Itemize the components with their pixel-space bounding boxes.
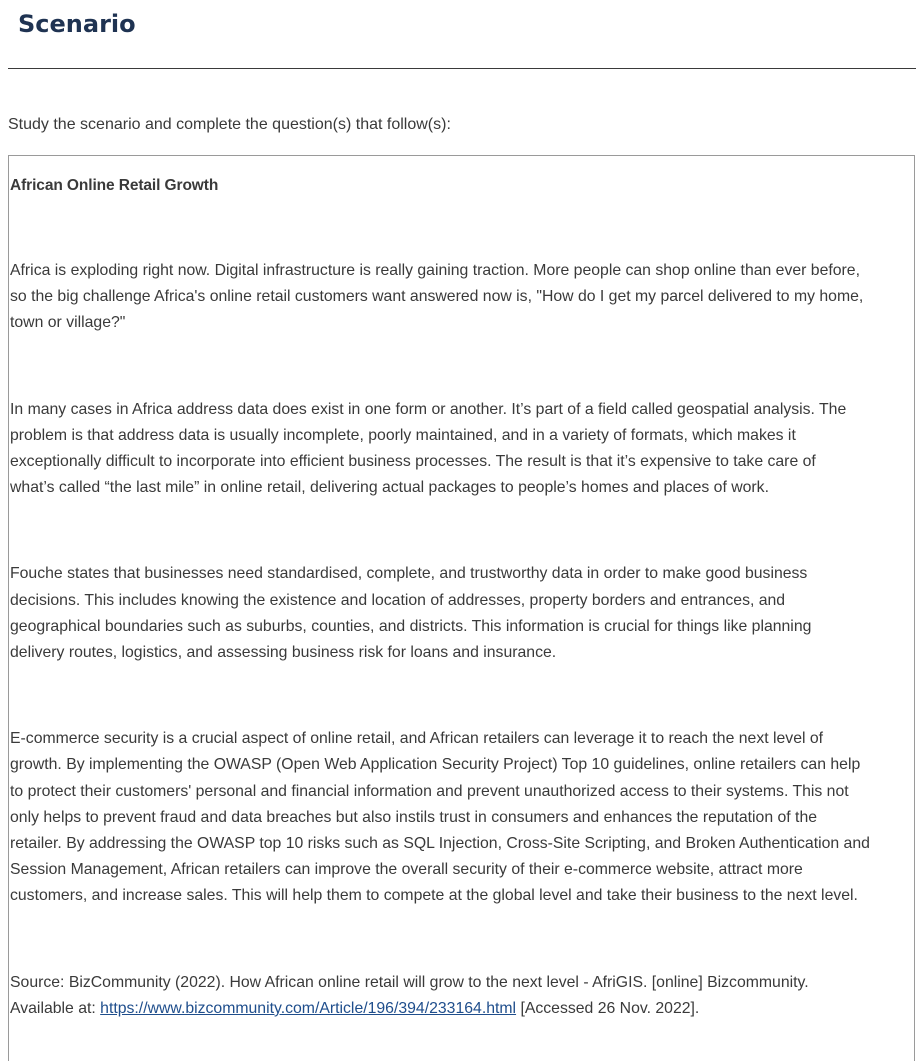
scenario-paragraph-2 xyxy=(10,397,914,502)
paragraph-line: E-commerce security is a crucial aspect of online retail, and African retailers can leverage it to reach the next level of xyxy=(10,730,824,748)
source-accessed: [Accessed 26 Nov. 2022]. xyxy=(516,999,700,1017)
page-title: Scenario xyxy=(18,10,136,38)
paragraph-line: geographical boundaries such as suburbs, counties, and districts. This information is crucial for things like planning xyxy=(10,617,812,635)
paragraph-line: what’s called “the last mile” in online retail, delivering actual packages to people’s homes and places of work. xyxy=(10,479,769,497)
paragraph-line: Fouche states that businesses need standardised, complete, and trustworthy data in order to make good business xyxy=(10,565,808,583)
paragraph-line: so the big challenge Africa's online retail customers want answered now is, "How do I get my parcel delivered to my home, xyxy=(10,288,864,306)
paragraph-line: decisions. This includes knowing the existence and location of addresses, property borders and entrances, and xyxy=(10,591,786,609)
scenario-paragraph-4 xyxy=(10,726,914,909)
paragraph-line: Session Management, African retailers can improve the overall security of their e-commerce website, attract more xyxy=(10,861,803,879)
paragraph-line: exceptionally difficult to incorporate into efficient business processes. The result is that it’s expensive to take care of xyxy=(10,453,816,471)
paragraph-line: delivery routes, logistics, and assessing business risk for loans and insurance. xyxy=(10,644,557,662)
scenario-paragraph-1 xyxy=(10,258,914,337)
instruction-text: Study the scenario and complete the question(s) that follow(s): xyxy=(8,116,451,133)
source-available-prefix: Available at: xyxy=(10,999,101,1017)
paragraph-line: customers, and increase sales. This will help them to compete at the global level and take their business to the next level. xyxy=(10,887,858,905)
title-divider xyxy=(8,68,916,69)
paragraph-line: town or village?" xyxy=(10,314,126,332)
source-line-2 xyxy=(10,996,914,1022)
paragraph-line: In many cases in Africa address data does exist in one form or another. It’s part of a field called geospatial analysis. The xyxy=(10,400,847,418)
scenario-heading: African Online Retail Growth xyxy=(10,177,219,194)
paragraph-line: retailer. By addressing the OWASP top 10 risks such as SQL Injection, Cross-Site Scripting, and Broken Authentication and xyxy=(10,835,870,853)
paragraph-line: to protect their customers' personal and financial information and prevent unauthorized access to their systems. This not xyxy=(10,782,849,800)
source-link[interactable]: https://www.bizcommunity.com/Article/196/394/233164.html xyxy=(100,999,517,1017)
paragraph-line: Africa is exploding right now. Digital infrastructure is really gaining traction. More people can shop online than ever before, xyxy=(10,262,860,279)
paragraph-line: growth. By implementing the OWASP (Open Web Application Security Project) Top 10 guidelines, online retailers can help xyxy=(10,756,861,774)
source-citation xyxy=(10,970,914,1022)
source-line-1: Source: BizCommunity (2022). How African online retail will grow to the next level - AfriGIS. [online] Bizcommunity. xyxy=(10,973,809,991)
scenario-box xyxy=(8,155,915,1061)
scenario-paragraph-3 xyxy=(10,561,914,666)
paragraph-line: only helps to prevent fraud and data breaches but also instils trust in consumers and enhances the reputation of the xyxy=(10,808,818,826)
paragraph-line: problem is that address data is usually incomplete, poorly maintained, and in a variety of formats, which makes it xyxy=(10,426,796,444)
